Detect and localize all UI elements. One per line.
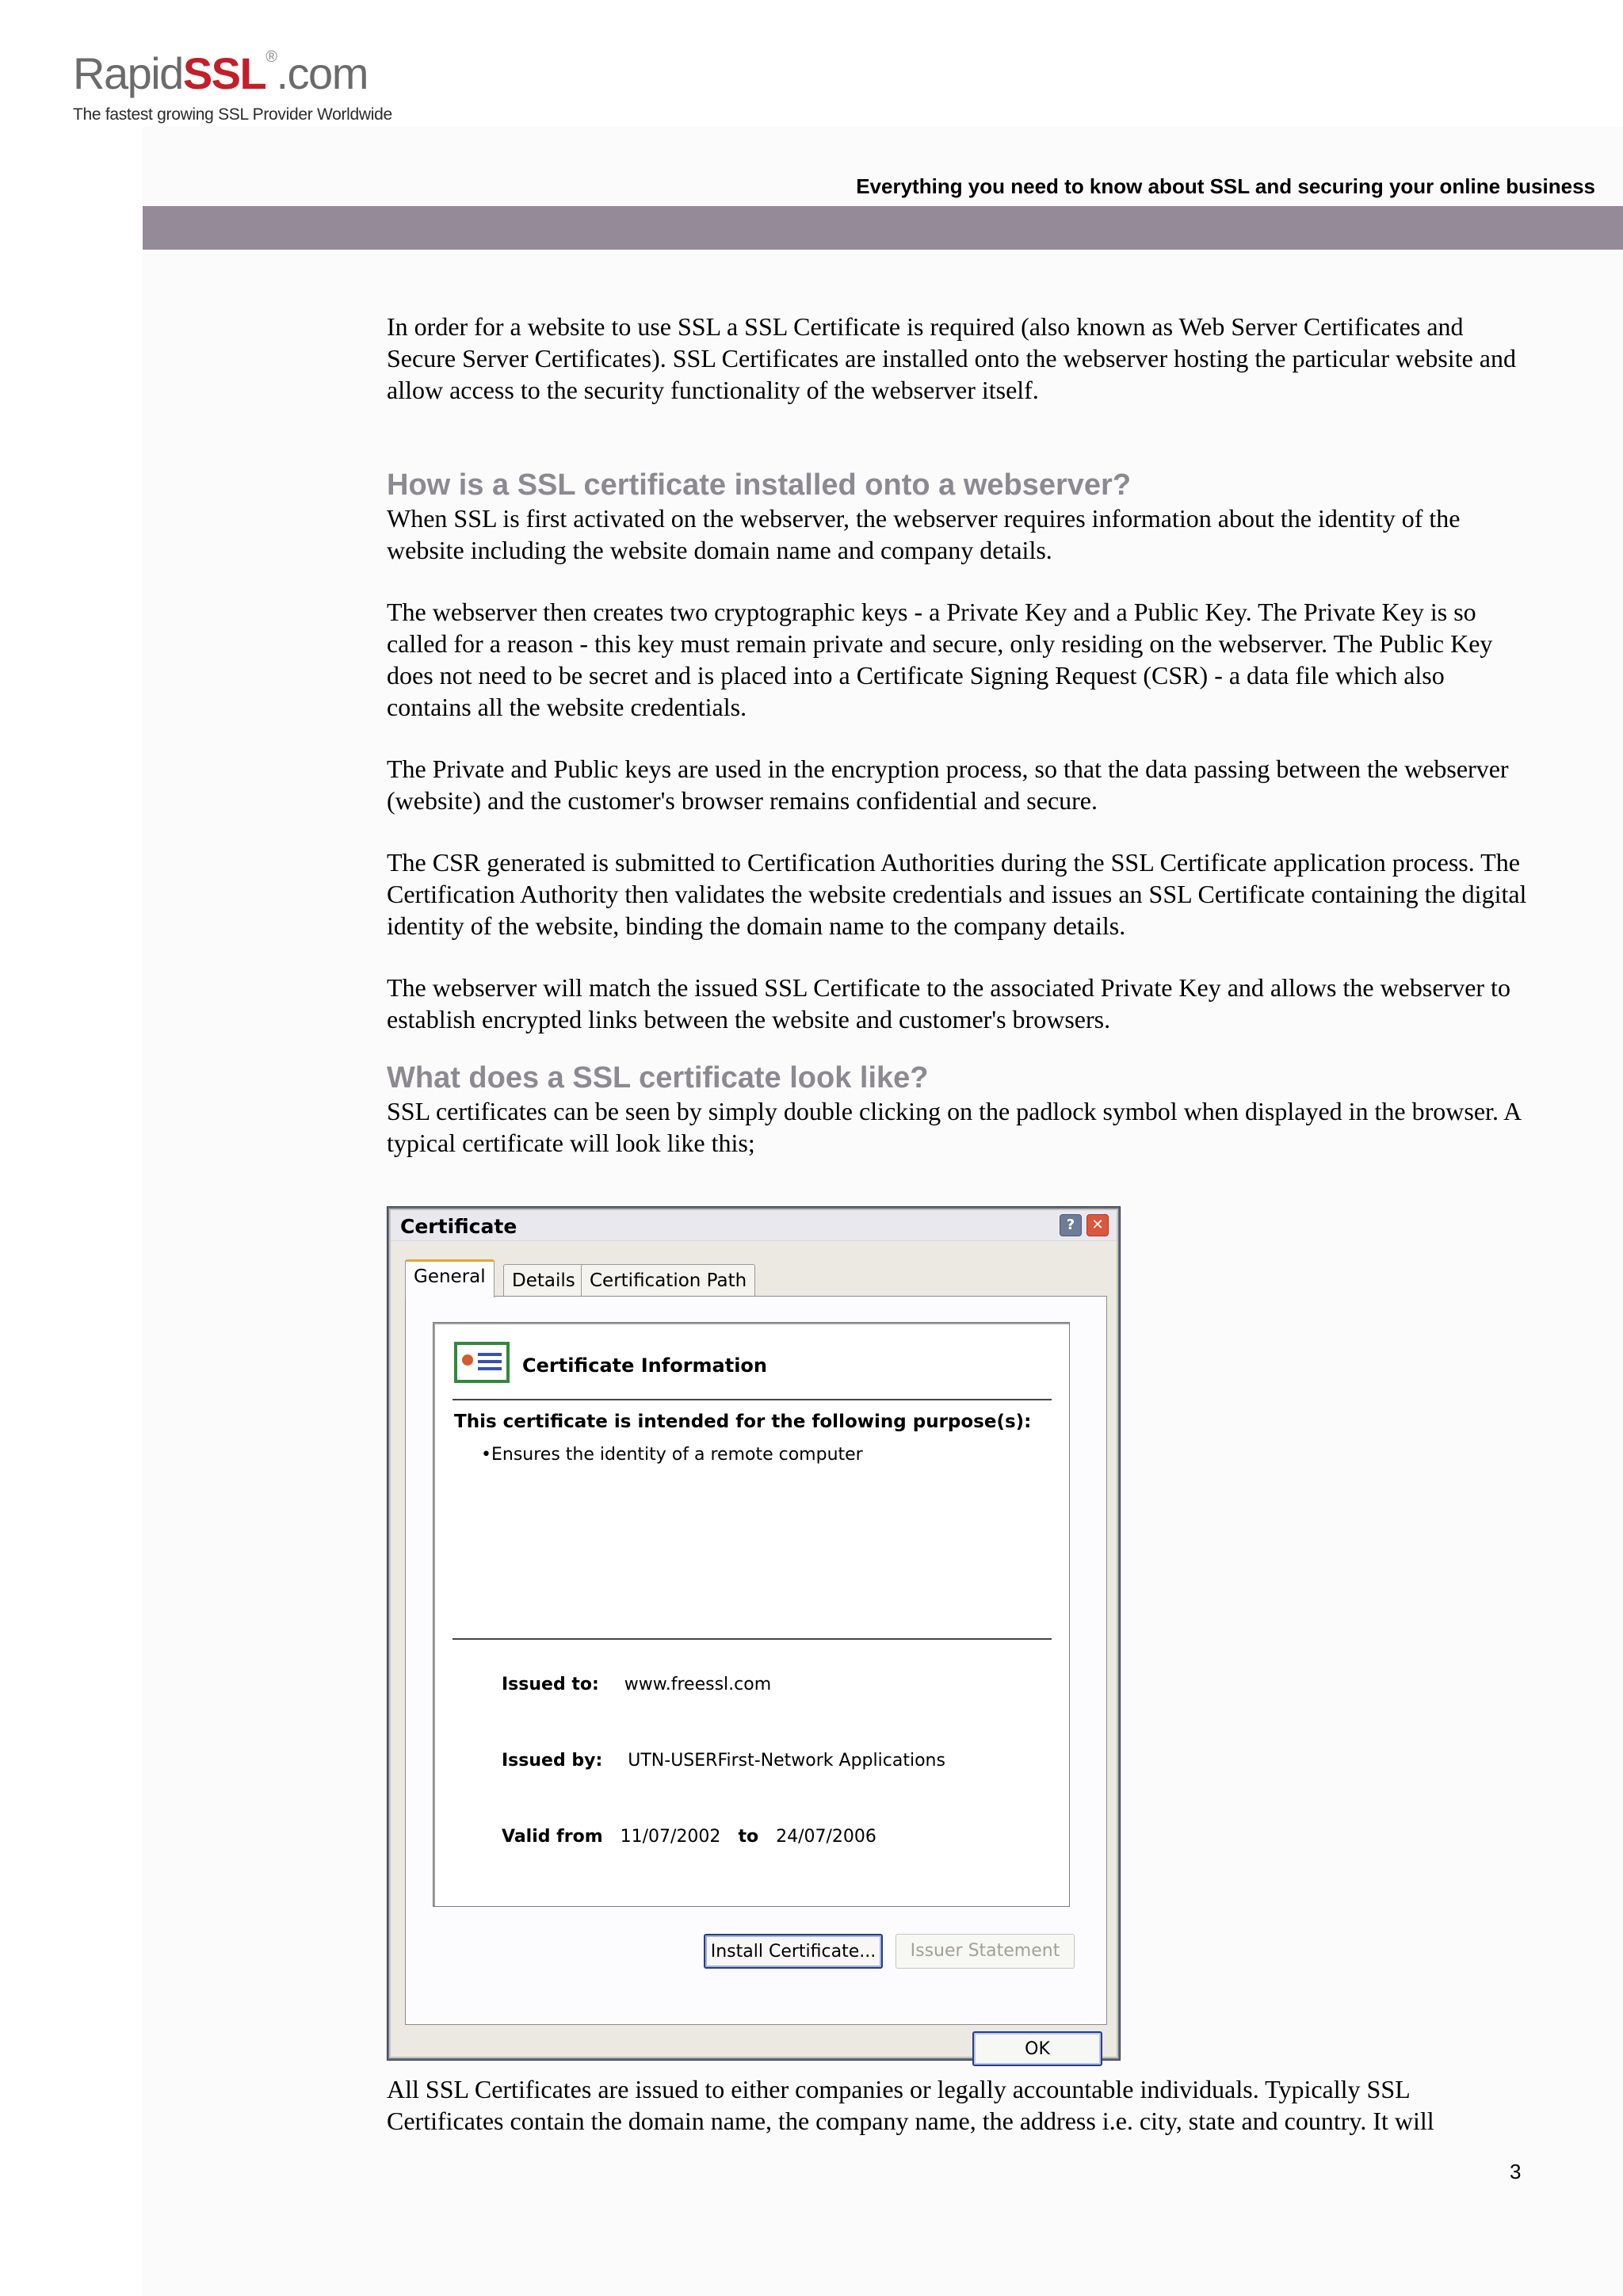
body-paragraph: The webserver then creates two cryptographic keys - a Private Key and a Public Key. The Private Key is so called for a reason - this key must remain private and secure, only residing on the webserver. The Public Key does not need to be secret and is placed into a Certificate Signing Request (CSR) - a data file which also contains all the website credentials. bbox=[387, 598, 1493, 721]
body-paragraph: When SSL is first activated on the webserver, the webserver requires information about the identity of the website including the website domain name and company details. bbox=[387, 504, 1461, 564]
issued-to-value: www.freessl.com bbox=[624, 1675, 772, 1694]
info-title: Certificate Information bbox=[522, 1354, 767, 1377]
valid-from-label: Valid from bbox=[502, 1827, 603, 1847]
section-heading-appearance: What does a SSL certificate look like? bbox=[387, 1061, 929, 1095]
logo-prefix: Rapid bbox=[73, 48, 183, 98]
issued-to-label: Issued to: bbox=[502, 1675, 599, 1694]
logo-registered-mark: ® bbox=[265, 48, 277, 66]
dialog-titlebar bbox=[391, 1210, 1117, 1241]
main-content bbox=[387, 311, 1528, 1159]
header-bar bbox=[143, 206, 1623, 250]
valid-to-value: 24/07/2006 bbox=[776, 1827, 876, 1847]
logo-ssl: SSL bbox=[182, 48, 266, 98]
issued-by-value: UTN-USERFirst-Network Applications bbox=[628, 1751, 945, 1771]
logo-wordmark bbox=[73, 49, 392, 96]
page-number: 3 bbox=[1510, 2160, 1522, 2183]
section-heading-installation: How is a SSL certificate installed onto a webserver? bbox=[387, 468, 1132, 502]
tab-certification-path[interactable]: Certification Path bbox=[581, 1264, 755, 1296]
issued-to-row bbox=[502, 1675, 771, 1694]
certificate-info-box bbox=[433, 1322, 1070, 1907]
issued-by-label: Issued by: bbox=[502, 1751, 603, 1771]
certificate-dialog-screenshot bbox=[387, 1206, 1121, 2061]
body-paragraph: The Private and Public keys are used in the encryption process, so that the data passing between the webserver (website) and the customer's browser remains confidential and secure. bbox=[387, 755, 1509, 815]
header-tagline: Everything you need to know about SSL and securing your online business bbox=[856, 174, 1595, 198]
text-lines-icon bbox=[478, 1353, 502, 1356]
closing-paragraph: All SSL Certificates are issued to either companies or legally accountable individuals. Typically SSL Certificates contain the domain name, the company name, the address i.e. city, state and country. It will bbox=[387, 2075, 1434, 2135]
body-paragraph: The CSR generated is submitted to Certification Authorities during the SSL Certificate application process. The Certification Authority then validates the website credentials and issues an SSL Certificate containing the digital identity of the website, binding the domain name to the company details. bbox=[387, 848, 1527, 940]
logo bbox=[73, 49, 392, 124]
valid-to-label: to bbox=[738, 1827, 759, 1847]
logo-tagline: The fastest growing SSL Provider Worldwide bbox=[73, 105, 392, 124]
issuer-statement-button[interactable]: Issuer Statement bbox=[896, 1934, 1075, 1969]
validity-row bbox=[502, 1827, 876, 1847]
intro-paragraph: In order for a website to use SSL a SSL Certificate is required (also known as Web Server Certificates and Secure Server Certificates). SSL Certificates are installed onto the webserver hosting the particular website and allow access to the security functionality of the webserver itself. bbox=[387, 312, 1516, 404]
close-icon[interactable]: ✕ bbox=[1086, 1214, 1109, 1236]
issued-by-row bbox=[502, 1751, 945, 1771]
purpose-heading: This certificate is intended for the following purpose(s): bbox=[454, 1412, 1032, 1432]
certificate-icon bbox=[454, 1342, 510, 1383]
tab-general[interactable]: General bbox=[405, 1259, 495, 1297]
help-icon[interactable]: ? bbox=[1060, 1214, 1082, 1236]
dialog-title: Certificate bbox=[400, 1215, 517, 1238]
divider bbox=[453, 1638, 1052, 1640]
closing-content bbox=[387, 2073, 1528, 2137]
install-certificate-button[interactable]: Install Certificate... bbox=[704, 1934, 883, 1969]
valid-from-value: 11/07/2002 bbox=[620, 1827, 721, 1847]
body-paragraph: SSL certificates can be seen by simply double clicking on the padlock symbol when displayed in the browser. A typical certificate will look like this; bbox=[387, 1097, 1521, 1157]
divider bbox=[453, 1399, 1052, 1400]
logo-suffix: .com bbox=[276, 48, 368, 98]
tab-details[interactable]: Details bbox=[503, 1264, 584, 1296]
purpose-item: •Ensures the identity of a remote computer bbox=[481, 1445, 863, 1465]
body-paragraph: The webserver will match the issued SSL Certificate to the associated Private Key and allows the webserver to establish encrypted links between the website and customer's browsers. bbox=[387, 973, 1510, 1033]
ok-button[interactable]: OK bbox=[972, 2031, 1102, 2066]
dialog-body bbox=[389, 1209, 1118, 2058]
seal-icon bbox=[462, 1354, 473, 1366]
general-tab-panel bbox=[405, 1296, 1107, 2025]
